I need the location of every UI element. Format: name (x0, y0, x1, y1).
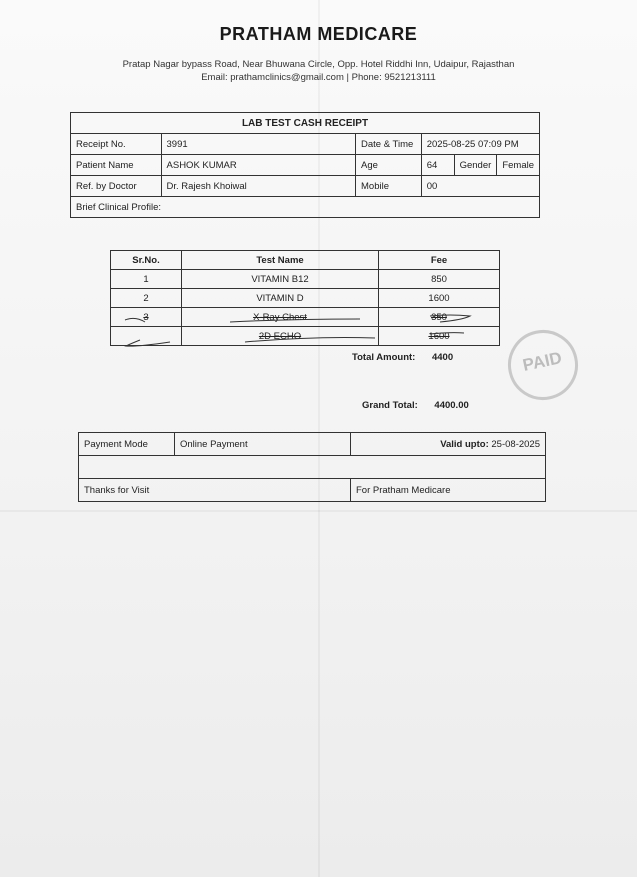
test-fee: 1600 (379, 327, 500, 346)
test-name: VITAMIN D (182, 289, 379, 308)
valid-upto-value: 25-08-2025 (491, 438, 540, 450)
total-label: Total Amount: (352, 352, 416, 363)
gender-label: Gender (454, 155, 497, 176)
table-row (111, 289, 500, 308)
grand-total-label: Grand Total: (362, 400, 418, 411)
column-header: Sr.No. (111, 251, 182, 270)
table-row (111, 270, 500, 289)
datetime-value: 2025-08-25 07:09 PM (421, 134, 539, 155)
clinic-contact: Email: prathamclinics@gmail.com | Phone: 9521213111 (201, 72, 436, 83)
gender-value: Female (497, 155, 540, 176)
tests-header-row (111, 251, 500, 270)
datetime-label: Date & Time (356, 134, 422, 155)
empty-row (79, 456, 546, 479)
pen-strike-marks (120, 310, 500, 356)
test-fee: 1600 (379, 289, 500, 308)
receipt-title: LAB TEST CASH RECEIPT (71, 113, 540, 134)
column-header: Test Name (182, 251, 379, 270)
test-fee: 350 (379, 308, 500, 327)
test-sr: 1 (111, 270, 182, 289)
test-sr: 3 (111, 308, 182, 327)
test-sr: 2 (111, 289, 182, 308)
doctor-label: Ref. by Doctor (71, 176, 162, 197)
grand-total-value: 4400.00 (434, 400, 469, 411)
test-name: X-Ray Chest (182, 308, 379, 327)
patient-value: ASHOK KUMAR (161, 155, 355, 176)
valid-upto-label: Valid upto: (440, 438, 489, 450)
receipt-no-value: 3991 (161, 134, 355, 155)
column-header: Fee (379, 251, 500, 270)
grand-total-row (362, 400, 469, 411)
age-label: Age (356, 155, 422, 176)
signature-label: For Pratham Medicare (351, 479, 546, 502)
test-fee: 850 (379, 270, 500, 289)
payment-mode-label: Payment Mode (79, 433, 175, 456)
clinical-profile-label: Brief Clinical Profile: (71, 197, 540, 218)
payment-table (78, 432, 546, 502)
test-name: 2D ECHO (182, 327, 379, 346)
doctor-value: Dr. Rajesh Khoiwal (161, 176, 355, 197)
total-value: 4400 (431, 352, 454, 363)
total-amount-row (352, 352, 453, 363)
paper-fold (0, 510, 637, 512)
mobile-label: Mobile (356, 176, 422, 197)
paid-stamp: PAID (501, 323, 584, 406)
mobile-value: 00 (421, 176, 539, 197)
payment-mode-value: Online Payment (175, 433, 351, 456)
clinic-name: PRATHAM MEDICARE (219, 24, 418, 44)
thanks-text: Thanks for Visit (79, 479, 351, 502)
receipt-info-table (70, 112, 540, 218)
patient-label: Patient Name (71, 155, 162, 176)
clinic-address: Pratap Nagar bypass Road, Near Bhuwana Circle, Opp. Hotel Riddhi Inn, Udaipur, Rajasthan (122, 59, 515, 70)
test-name: VITAMIN B12 (182, 270, 379, 289)
clinic-address-block (0, 58, 637, 84)
valid-upto-cell (351, 433, 546, 456)
receipt-no-label: Receipt No. (71, 134, 162, 155)
age-value: 64 (421, 155, 454, 176)
